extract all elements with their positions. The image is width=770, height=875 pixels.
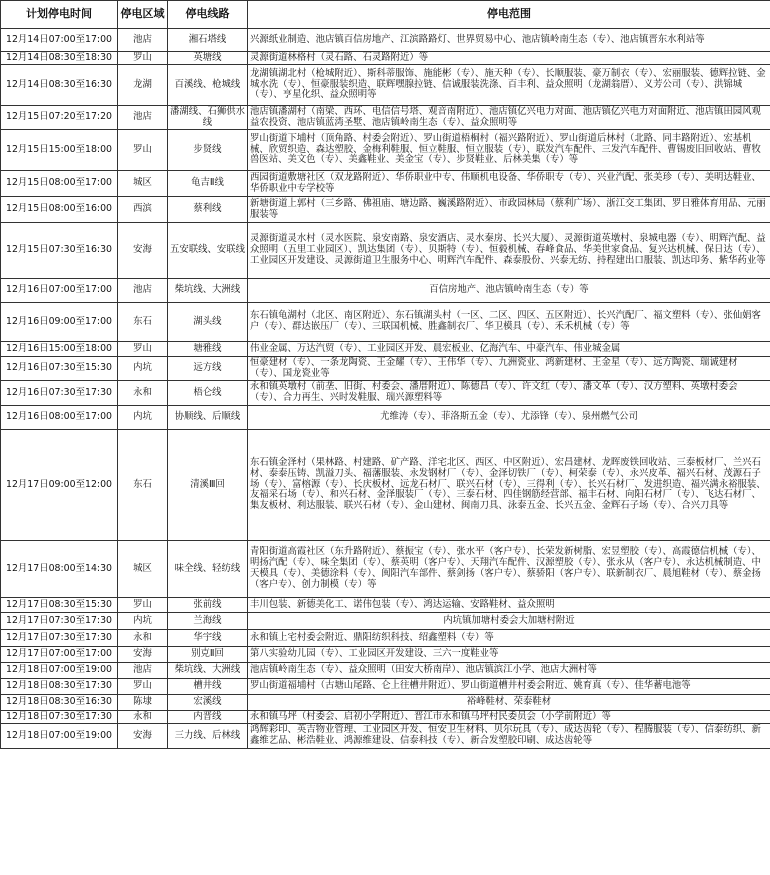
outage-time-cell: 12月17日07:30至17:30 <box>1 613 118 630</box>
outage-line-cell: 柴坑线、大洲线 <box>168 663 248 679</box>
outage-time-cell: 12月18日08:30至16:30 <box>1 695 118 711</box>
outage-scope-cell: 西园街道敷塘社区（双龙路附近）、华侨职业中专、伟顺机电设备、华侨职专（专）、兴业汽配、张美珍（专）、美明达鞋业、华侨职业中专学校等 <box>248 171 770 197</box>
outage-scope-cell: 裕峰鞋材、荣泰鞋材 <box>248 695 770 711</box>
table-row <box>1 303 770 342</box>
table-header-row <box>1 1 770 29</box>
outage-time-cell: 12月18日07:00至19:00 <box>1 724 118 749</box>
outage-time-cell: 12月16日08:00至17:00 <box>1 406 118 430</box>
table-row <box>1 342 770 357</box>
table-row <box>1 598 770 613</box>
table-row <box>1 357 770 381</box>
table-row <box>1 613 770 630</box>
outage-time-cell: 12月18日07:00至19:00 <box>1 663 118 679</box>
outage-area-cell: 东石 <box>118 430 168 541</box>
outage-area-cell: 永和 <box>118 381 168 406</box>
outage-scope-cell: 罗山街道福埔村（古塘山尾路、仑上往槽井附近）、罗山街道槽井村委会附近、姚育真（专）、佳华蓄电池等 <box>248 679 770 695</box>
outage-line-cell: 蔡利线 <box>168 197 248 223</box>
outage-line-cell: 张前线 <box>168 598 248 613</box>
outage-area-cell: 池店 <box>118 663 168 679</box>
table-row <box>1 223 770 279</box>
outage-area-cell: 永和 <box>118 711 168 724</box>
outage-line-cell: 槽井线 <box>168 679 248 695</box>
outage-scope-cell: 兴源纸业制造、池店镇百信房地产、江滨路路灯、世界贸易中心、池店镇岭南生态（专）、池店镇晋东水利站等 <box>248 29 770 52</box>
outage-line-cell: 五安联线、安联线 <box>168 223 248 279</box>
outage-scope-cell: 百信房地产、池店镇岭南生态（专）等 <box>248 279 770 303</box>
outage-line-cell: 协顺线、后顺线 <box>168 406 248 430</box>
table-row <box>1 647 770 663</box>
header-outage-area: 停电区域 <box>118 1 168 29</box>
table-row <box>1 29 770 52</box>
outage-time-cell: 12月18日07:30至17:30 <box>1 711 118 724</box>
outage-time-cell: 12月16日07:00至17:00 <box>1 279 118 303</box>
outage-time-cell: 12月16日07:30至17:30 <box>1 381 118 406</box>
outage-scope-cell: 尤维涛（专）、菲洛斯五金（专）、尤添锋（专）、泉州燃气公司 <box>248 406 770 430</box>
table-row <box>1 663 770 679</box>
outage-scope-cell: 内坑镇加塘村委会大加塘村附近 <box>248 613 770 630</box>
outage-time-cell: 12月15日07:20至17:20 <box>1 106 118 130</box>
outage-scope-cell: 新塘街道上郭村（三乡路、佛祖庙、塘边路、巍溪路附近）、市政园林局（蔡利广场）、浙江交工集团、罗日雅体育用品、元丽服装等 <box>248 197 770 223</box>
outage-time-cell: 12月15日08:00至17:00 <box>1 171 118 197</box>
outage-line-cell: 塘雅线 <box>168 342 248 357</box>
table-row <box>1 711 770 724</box>
outage-area-cell: 安海 <box>118 223 168 279</box>
outage-area-cell: 安海 <box>118 647 168 663</box>
outage-time-cell: 12月17日08:00至14:30 <box>1 541 118 598</box>
table-row <box>1 406 770 430</box>
outage-line-cell: 远方线 <box>168 357 248 381</box>
outage-time-cell: 12月17日08:30至15:30 <box>1 598 118 613</box>
outage-area-cell: 安海 <box>118 724 168 749</box>
outage-scope-cell: 永和镇英墩村（前垄、旧街、村委会、潘厝附近）、陈德昌（专）、许文红（专）、潘文革（专）、汉方塑料、英墩村委会（专）、合力再生、兴时发鞋服、瑞兴源塑料等 <box>248 381 770 406</box>
outage-line-cell: 味全线、轻纺线 <box>168 541 248 598</box>
outage-time-cell: 12月15日08:00至16:00 <box>1 197 118 223</box>
outage-scope-cell: 灵源街道林格村（灵石路、石灵路附近）等 <box>248 52 770 65</box>
outage-line-cell: 内晋线 <box>168 711 248 724</box>
outage-line-cell: 三力线、后林线 <box>168 724 248 749</box>
outage-area-cell: 罗山 <box>118 52 168 65</box>
outage-time-cell: 12月16日07:30至15:30 <box>1 357 118 381</box>
table-row <box>1 197 770 223</box>
outage-scope-cell: 恒豪建材（专）、一条龙陶瓷、王金耀（专）、王伟华（专）、九洲瓷业、鸿新建材、王金星（专）、远方陶瓷、瑞诚建材（专）、国龙瓷业等 <box>248 357 770 381</box>
outage-time-cell: 12月14日07:00至17:00 <box>1 29 118 52</box>
outage-line-cell: 龟吉Ⅱ线 <box>168 171 248 197</box>
outage-area-cell: 龙湖 <box>118 65 168 106</box>
outage-area-cell: 池店 <box>118 106 168 130</box>
outage-time-cell: 12月15日07:30至16:30 <box>1 223 118 279</box>
table-row <box>1 695 770 711</box>
outage-area-cell: 东石 <box>118 303 168 342</box>
outage-area-cell: 城区 <box>118 171 168 197</box>
outage-scope-cell: 池店镇潘湖村（南梁、西环、电信信号塔、观音南附近）、池店镇亿兴电力对面、池店镇亿兴电力对面附近、池店镇田园风观益农投资、池店镇蓝湾圣墅、池店镇岭南生态（专）、益众照明等 <box>248 106 770 130</box>
outage-line-cell: 英塘线 <box>168 52 248 65</box>
table-row <box>1 65 770 106</box>
header-outage-scope: 停电范围 <box>248 1 770 29</box>
table-row <box>1 724 770 749</box>
outage-area-cell: 罗山 <box>118 130 168 171</box>
outage-scope-cell: 灵源街道灵水村（灵水医院、泉安南路、泉安酒店、灵水秦房、长兴大厦）、灵源街道英墩村、泉城电器（专）、明辉汽配、益众照明（五里工业园区）、凯达集团（专）、贝斯特（专）、恒毅机械、春峰食品、华美世家食品、复兴达机械、保日达（专）、工业园区开发建设、灵源街道卫生服务中心、明辉汽车配件、森泰股份、兴泰无纺、持程建出口服装、凯达印务、紫华药业等 <box>248 223 770 279</box>
outage-scope-cell: 罗山街道下埔村（顶角路、村委会附近）、罗山街道梧桐村（福兴路附近）、罗山街道后林村（北路、同丰路附近）、宏基机械、欣贸织造、森达塑胶、金梅利鞋服、恒立鞋服、恒立服装（专）、联发汽车配件、三发汽车配件、曹锡废旧回收站、曹牧兽医站、美文色（专）、美鑫鞋业、美金宝（专）、步贤鞋业、后林美集（专）等 <box>248 130 770 171</box>
outage-line-cell: 宏溪线 <box>168 695 248 711</box>
outage-time-cell: 12月16日15:00至18:00 <box>1 342 118 357</box>
outage-area-cell: 池店 <box>118 279 168 303</box>
outage-time-cell: 12月17日07:30至17:30 <box>1 630 118 647</box>
outage-line-cell: 百溪线、枪城线 <box>168 65 248 106</box>
outage-line-cell: 湘石塔线 <box>168 29 248 52</box>
outage-line-cell: 柴坑线、大洲线 <box>168 279 248 303</box>
outage-scope-cell: 伟业金属、万达汽贸（专）、工业园区开发、晨宏板业、亿海汽车、中豪汽车、伟业城金属 <box>248 342 770 357</box>
outage-line-cell: 兰海线 <box>168 613 248 630</box>
outage-area-cell: 罗山 <box>118 679 168 695</box>
outage-line-cell: 清溪Ⅲ回 <box>168 430 248 541</box>
outage-time-cell: 12月18日08:30至17:30 <box>1 679 118 695</box>
table-row <box>1 106 770 130</box>
outage-area-cell: 陈埭 <box>118 695 168 711</box>
outage-scope-cell: 青阳街道高霞社区（东升路附近）、蔡振宝（专）、张水平（客户专）、长荣发新树脂、宏昱塑胶（专）、高霞德信机械（专）、明扬汽配（专）、味全集团（专）、蔡英明（客户专）、天翔汽车配件、汉源塑胶（专）、张永从（客户专）、永达机械制造、中天模具（专）、美德涂料（专）、闽阳汽车部件、蔡剑扬（客户专）、蔡骄阳（客户专）、联新制衣厂、晨旭鞋材（专）、蔡金扬（客户专）、创力制模（专）等 <box>248 541 770 598</box>
outage-area-cell: 内坑 <box>118 357 168 381</box>
outage-scope-cell: 东石镇金泽村（果林路、村建路、矿产路、洋宅北区、西区、中区附近）、宏昌建材、龙晖废铁回收站、三泰板材厂、兰兴石材、泰泰压铸、凯溢刀头、福藩服装、永发钢材厂（专）、金泽切铁厂（专）、柯荣泰（专）、永兴皮革、福兴石材、茂源石子场（专）、富榕源（专）、长庆板材、远龙石材厂、联兴石材（专）、三得利（专）、长兴石材厂、发进织造、福兴满永裕服装、友福采石场（专）、和兴石材、金泽服装厂（专）、三泰石材、四佳钢筋经营部、福丰石材、向阳石材厂（专）、飞达石材厂、集友板材、利达服装、联兴石材（专）、金山建材、闽南刀具、泳泰五金、长兴五金、金辉石子场（专）、合兴刀具等 <box>248 430 770 541</box>
outage-line-cell: 潘湖线、石狮供水线 <box>168 106 248 130</box>
outage-scope-cell: 第八实验幼儿园（专）、工业园区开发建设、三六一度鞋业等 <box>248 647 770 663</box>
table-row <box>1 279 770 303</box>
outage-scope-cell: 丰川包装、新德美化工、诺伟包装（专）、鸿达运输、安路鞋材、益众照明 <box>248 598 770 613</box>
outage-line-cell: 梧仑线 <box>168 381 248 406</box>
outage-scope-cell: 东石镇龟湖村（北区、南区附近）、东石镇湖头村（一区、二区、四区、五区附近）、长兴汽配厂、福文塑料（专）、张仙娟客户（专）、群达嵌压厂（专）、三联国机械、胜鑫制衣厂、华卫模具（专）、禾禾机械（专）等 <box>248 303 770 342</box>
outage-area-cell: 内坑 <box>118 406 168 430</box>
outage-time-cell: 12月14日08:30至18:30 <box>1 52 118 65</box>
outage-time-cell: 12月16日09:00至17:00 <box>1 303 118 342</box>
table-row <box>1 630 770 647</box>
outage-area-cell: 永和 <box>118 630 168 647</box>
table-row <box>1 430 770 541</box>
outage-area-cell: 罗山 <box>118 342 168 357</box>
table-row <box>1 171 770 197</box>
outage-line-cell: 别克Ⅱ回 <box>168 647 248 663</box>
table-row <box>1 381 770 406</box>
outage-scope-cell: 鸿辉彩印、英吉物业管理、工业园区开发、恒安卫生材料、贝尔玩具（专）、成达齿轮（专）、程腾服装（专）、信泰纺织、新鑫维艺品、彬浩鞋业、鸿源维建设、信泰科技（专）、新合发塑胶印刷、成达齿轮等 <box>248 724 770 749</box>
outage-time-cell: 12月17日09:00至12:00 <box>1 430 118 541</box>
outage-area-cell: 内坑 <box>118 613 168 630</box>
outage-area-cell: 池店 <box>118 29 168 52</box>
outage-line-cell: 步贤线 <box>168 130 248 171</box>
outage-time-cell: 12月14日08:30至16:30 <box>1 65 118 106</box>
outage-area-cell: 罗山 <box>118 598 168 613</box>
outage-time-cell: 12月15日15:00至18:00 <box>1 130 118 171</box>
outage-line-cell: 湖头线 <box>168 303 248 342</box>
outage-scope-cell: 永和镇上宅村委会附近、鼎阳纺织科技、绍鑫塑料（专）等 <box>248 630 770 647</box>
outage-scope-cell: 龙湖镇湖北村（枪城附近）、斯科蒂服饰、施能彬（专）、施天种（专）、长顺服装、豪万制衣（专）、宏丽服装、德辉拉链、金城水洗（专）、恒豪服装织造、联辉嘿腺拉链、信诚服装洗涤、百丰利、益众照明（龙湖翁厝）、义芳公司（专）、洪锦城（专）、亨星化织、益众照明等 <box>248 65 770 106</box>
outage-scope-cell: 永和镇马坪（村委会、启初小学附近）、晋江市永和镇马坪村民委员会（小学前附近）等 <box>248 711 770 724</box>
header-outage-line: 停电线路 <box>168 1 248 29</box>
outage-area-cell: 西滨 <box>118 197 168 223</box>
table-row <box>1 679 770 695</box>
table-row <box>1 541 770 598</box>
outage-area-cell: 城区 <box>118 541 168 598</box>
outage-scope-cell: 池店镇岭南生态（专）、益众照明（田安大桥南岸）、池店镇滨江小学、池店大洲村等 <box>248 663 770 679</box>
outage-time-cell: 12月17日07:00至17:00 <box>1 647 118 663</box>
header-planned-time: 计划停电时间 <box>1 1 118 29</box>
table-row <box>1 52 770 65</box>
table-row <box>1 130 770 171</box>
outage-line-cell: 华宇线 <box>168 630 248 647</box>
